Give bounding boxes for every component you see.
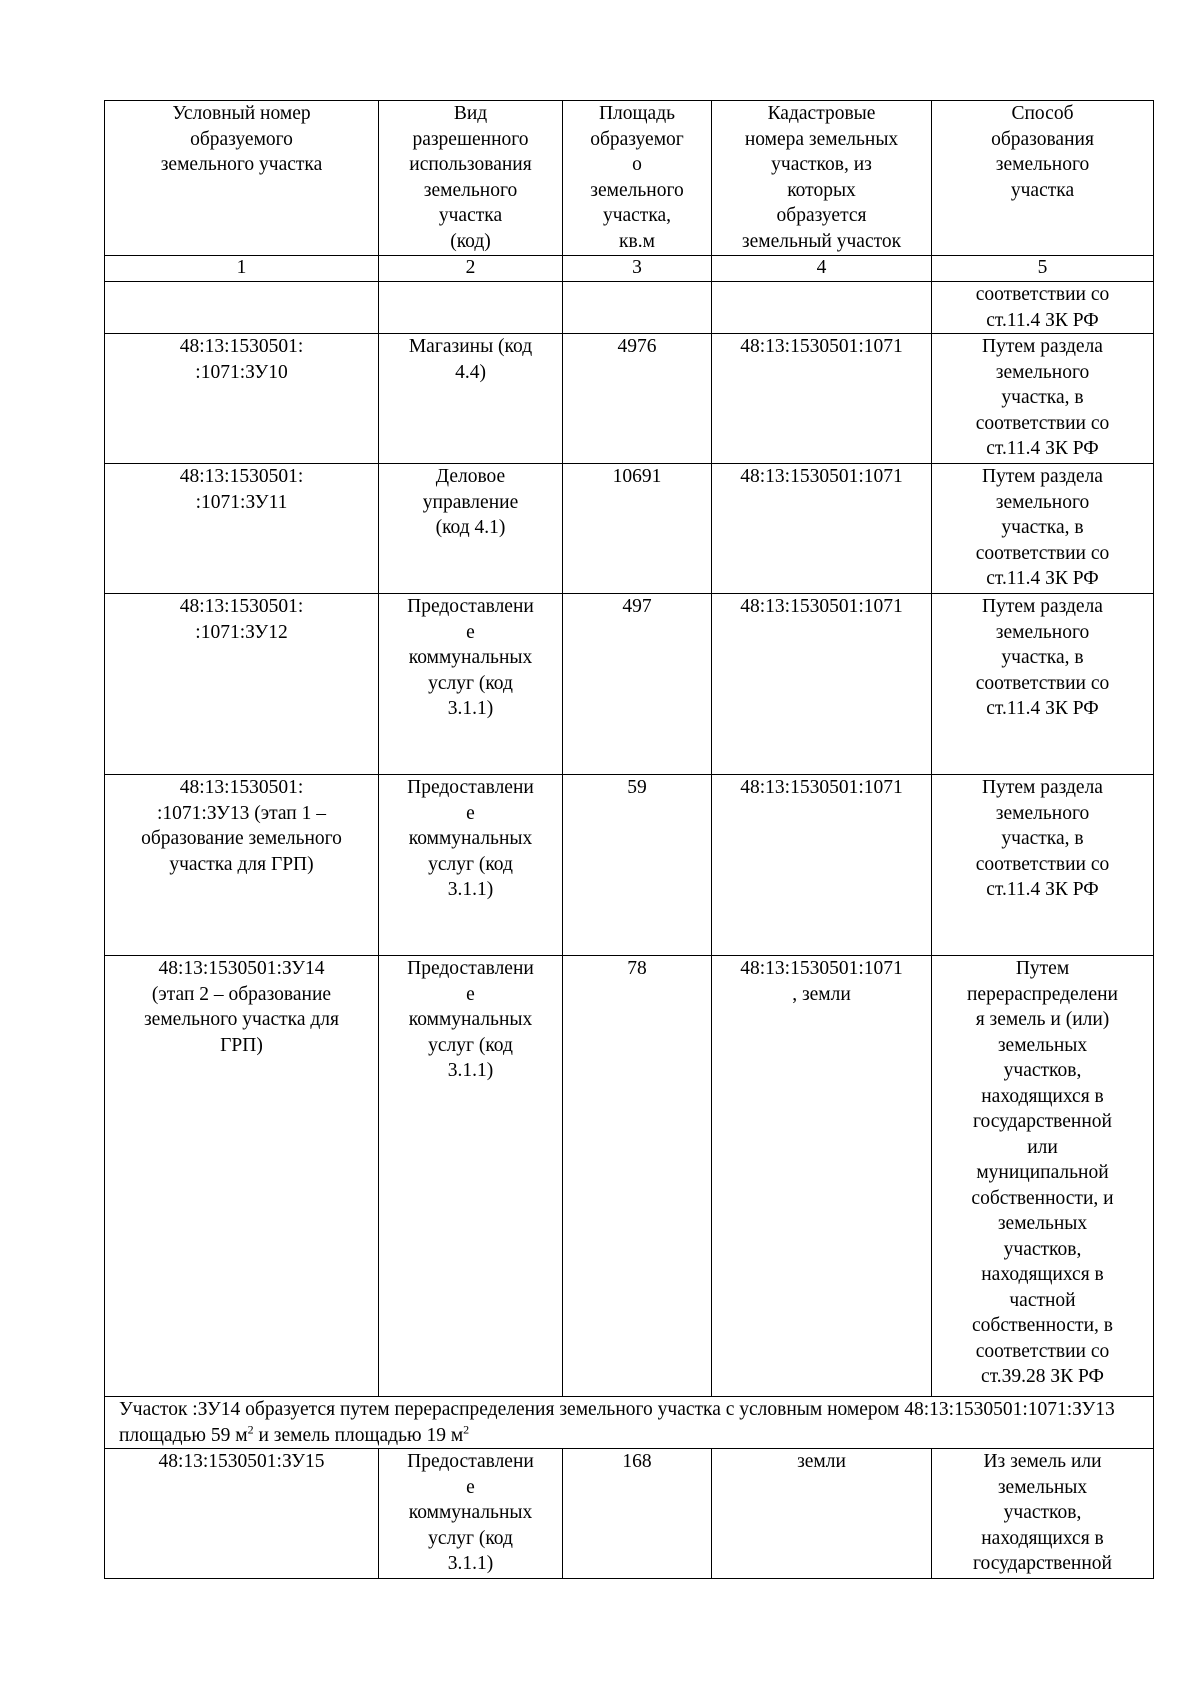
formation-method-cell: Из земель или земельных участков, находящихся в государственной xyxy=(932,1449,1154,1579)
area-cell: 78 xyxy=(563,956,712,1397)
header-area: Площадь образуемог о земельного участка, кв.м xyxy=(563,101,712,256)
table-row xyxy=(105,334,1154,464)
header-plot-number: Условный номер образуемого земельного участка xyxy=(105,101,379,256)
note-cell xyxy=(105,1397,1154,1449)
permitted-use-cell: Предоставлени е коммунальных услуг (код 3.1.1) xyxy=(379,775,563,956)
table-row xyxy=(105,775,1154,956)
area-cell: 168 xyxy=(563,1449,712,1579)
table-cell xyxy=(563,282,712,334)
cadastral-cell: 48:13:1530501:1071 xyxy=(712,464,932,594)
table-cell xyxy=(712,282,932,334)
cadastral-cell: 48:13:1530501:1071 xyxy=(712,775,932,956)
column-number: 3 xyxy=(563,256,712,282)
permitted-use-cell: Предоставлени е коммунальных услуг (код 3.1.1) xyxy=(379,956,563,1397)
table-cell xyxy=(105,282,379,334)
cadastral-cell: 48:13:1530501:1071 xyxy=(712,334,932,464)
note-text: и земель площадью 19 м xyxy=(253,1424,464,1446)
area-cell: 4976 xyxy=(563,334,712,464)
column-number: 4 xyxy=(712,256,932,282)
permitted-use-cell: Предоставлени е коммунальных услуг (код 3.1.1) xyxy=(379,1449,563,1579)
area-cell: 59 xyxy=(563,775,712,956)
permitted-use-cell: Предоставлени е коммунальных услуг (код 3.1.1) xyxy=(379,594,563,775)
plot-number-cell: 48:13:1530501: :1071:ЗУ12 xyxy=(105,594,379,775)
formation-method-cell: Путем раздела земельного участка, в соответствии со ст.11.4 ЗК РФ xyxy=(932,464,1154,594)
table-row xyxy=(105,464,1154,594)
header-formation-method: Способ образования земельного участка xyxy=(932,101,1154,256)
table-row xyxy=(105,594,1154,775)
plot-number-cell: 48:13:1530501:ЗУ14 (этап 2 – образование земельного участка для ГРП) xyxy=(105,956,379,1397)
column-number: 1 xyxy=(105,256,379,282)
cadastral-cell: 48:13:1530501:1071 xyxy=(712,594,932,775)
square-superscript: 2 xyxy=(463,1422,470,1436)
cadastral-cell: земли xyxy=(712,1449,932,1579)
column-number: 5 xyxy=(932,256,1154,282)
plot-number-cell: 48:13:1530501: :1071:ЗУ10 xyxy=(105,334,379,464)
land-plots-table xyxy=(104,100,1154,1579)
column-number: 2 xyxy=(379,256,563,282)
square-superscript: 2 xyxy=(247,1422,254,1436)
note-text: Участок :ЗУ14 образуется путем перераспределения земельного участка с условным номером 48:13:1530501:1071:ЗУ13 площадью 59 м xyxy=(119,1399,1115,1446)
table-cell: соответствии со ст.11.4 ЗК РФ xyxy=(932,282,1154,334)
formation-method-cell: Путем перераспределени я земель и (или) земельных участков, находящихся в государственной или муниципальной собственности, и земельных участков, находящихся в частной собственности, в соответствии со ст.39.28 ЗК РФ xyxy=(932,956,1154,1397)
header-permitted-use: Вид разрешенного использования земельного участка (код) xyxy=(379,101,563,256)
note-row xyxy=(105,1397,1154,1449)
document-page xyxy=(104,100,1153,1579)
continuation-row xyxy=(105,282,1154,334)
permitted-use-cell: Деловое управление (код 4.1) xyxy=(379,464,563,594)
table-row xyxy=(105,1449,1154,1579)
header-cadastral-numbers: Кадастровые номера земельных участков, из которых образуется земельный участок xyxy=(712,101,932,256)
table-row xyxy=(105,956,1154,1397)
area-cell: 497 xyxy=(563,594,712,775)
cadastral-cell: 48:13:1530501:1071 , земли xyxy=(712,956,932,1397)
table-header-row xyxy=(105,101,1154,256)
plot-number-cell: 48:13:1530501: :1071:ЗУ13 (этап 1 – образование земельного участка для ГРП) xyxy=(105,775,379,956)
area-cell: 10691 xyxy=(563,464,712,594)
plot-number-cell: 48:13:1530501: :1071:ЗУ11 xyxy=(105,464,379,594)
plot-number-cell: 48:13:1530501:ЗУ15 xyxy=(105,1449,379,1579)
formation-method-cell: Путем раздела земельного участка, в соответствии со ст.11.4 ЗК РФ xyxy=(932,594,1154,775)
permitted-use-cell: Магазины (код 4.4) xyxy=(379,334,563,464)
formation-method-cell: Путем раздела земельного участка, в соответствии со ст.11.4 ЗК РФ xyxy=(932,334,1154,464)
table-cell xyxy=(379,282,563,334)
formation-method-cell: Путем раздела земельного участка, в соответствии со ст.11.4 ЗК РФ xyxy=(932,775,1154,956)
column-number-row xyxy=(105,256,1154,282)
